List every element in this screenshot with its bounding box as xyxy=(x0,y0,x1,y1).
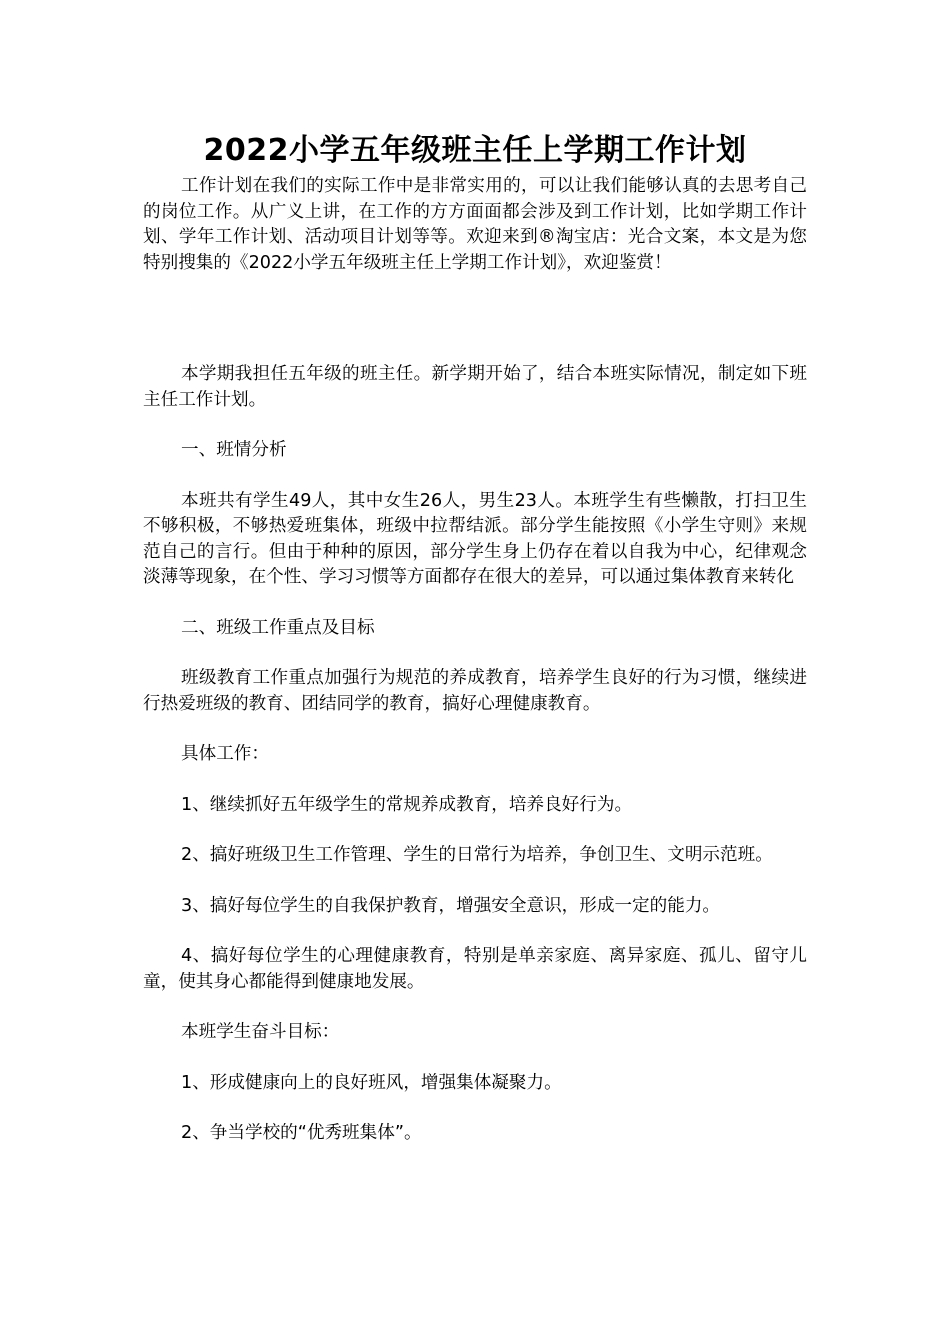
document-page xyxy=(143,128,807,1147)
heading-specific-work: 具体工作： xyxy=(181,744,269,764)
paragraph-work-focus: 班级教育工作重点加强行为规范的养成教育，培养学生良好的行为习惯，继续进行热爱班级的教育、团结同学的教育，搞好心理健康教育。 xyxy=(143,668,807,714)
document-title: 2022小学五年级班主任上学期工作计划 xyxy=(203,133,747,168)
paragraph-class-teacher-intro: 本学期我担任五年级的班主任。新学期开始了，结合本班实际情况，制定如下班主任工作计划。 xyxy=(143,364,807,410)
list-item: 1、形成健康向上的良好班风，增强集体凝聚力。 xyxy=(181,1072,562,1093)
list-item: 2、争当学校的“优秀班集体”。 xyxy=(181,1123,422,1143)
list-item: 2、搞好班级卫生工作管理、学生的日常行为培养，争创卫生、文明示范班。 xyxy=(181,845,773,865)
heading-work-focus: 二、班级工作重点及目标 xyxy=(181,617,375,638)
heading-student-goals: 本班学生奋斗目标： xyxy=(181,1022,340,1042)
list-item: 3、搞好每位学生的自我保护教育，增强安全意识，形成一定的能力。 xyxy=(181,895,721,916)
intro-paragraph: 工作计划在我们的实际工作中是非常实用的，可以让我们能够认真的去思考自己的岗位工作。从广义上讲，在工作的方方面面都会涉及到工作计划，比如学期工作计划、学年工作计划、活动项目计划等等。欢迎来到®淘宝店：光合文案，本文是为您特别搜集的《2022小学五年级班主任上学期工作计划》，欢迎鉴赏！ xyxy=(143,176,807,273)
list-item: 4、搞好每位学生的心理健康教育，特别是单亲家庭、离异家庭、孤儿、留守儿童，使其身心都能得到健康地发展。 xyxy=(143,946,807,992)
list-item: 1、继续抓好五年级学生的常规养成教育，培养良好行为。 xyxy=(181,794,633,815)
paragraph-class-analysis: 本班共有学生49人，其中女生26人，男生23人。本班学生有些懒散，打扫卫生不够积极，不够热爱班集体，班级中拉帮结派。部分学生能按照《小学生守则》来规范自己的言行。但由于种种的原因，部分学生身上仍存在着以自我为中心，纪律观念淡薄等现象，在个性、学习习惯等方面都存在很大的差异，可以通过集体教育来转化 xyxy=(143,490,807,587)
heading-class-analysis: 一、班情分析 xyxy=(181,440,287,460)
